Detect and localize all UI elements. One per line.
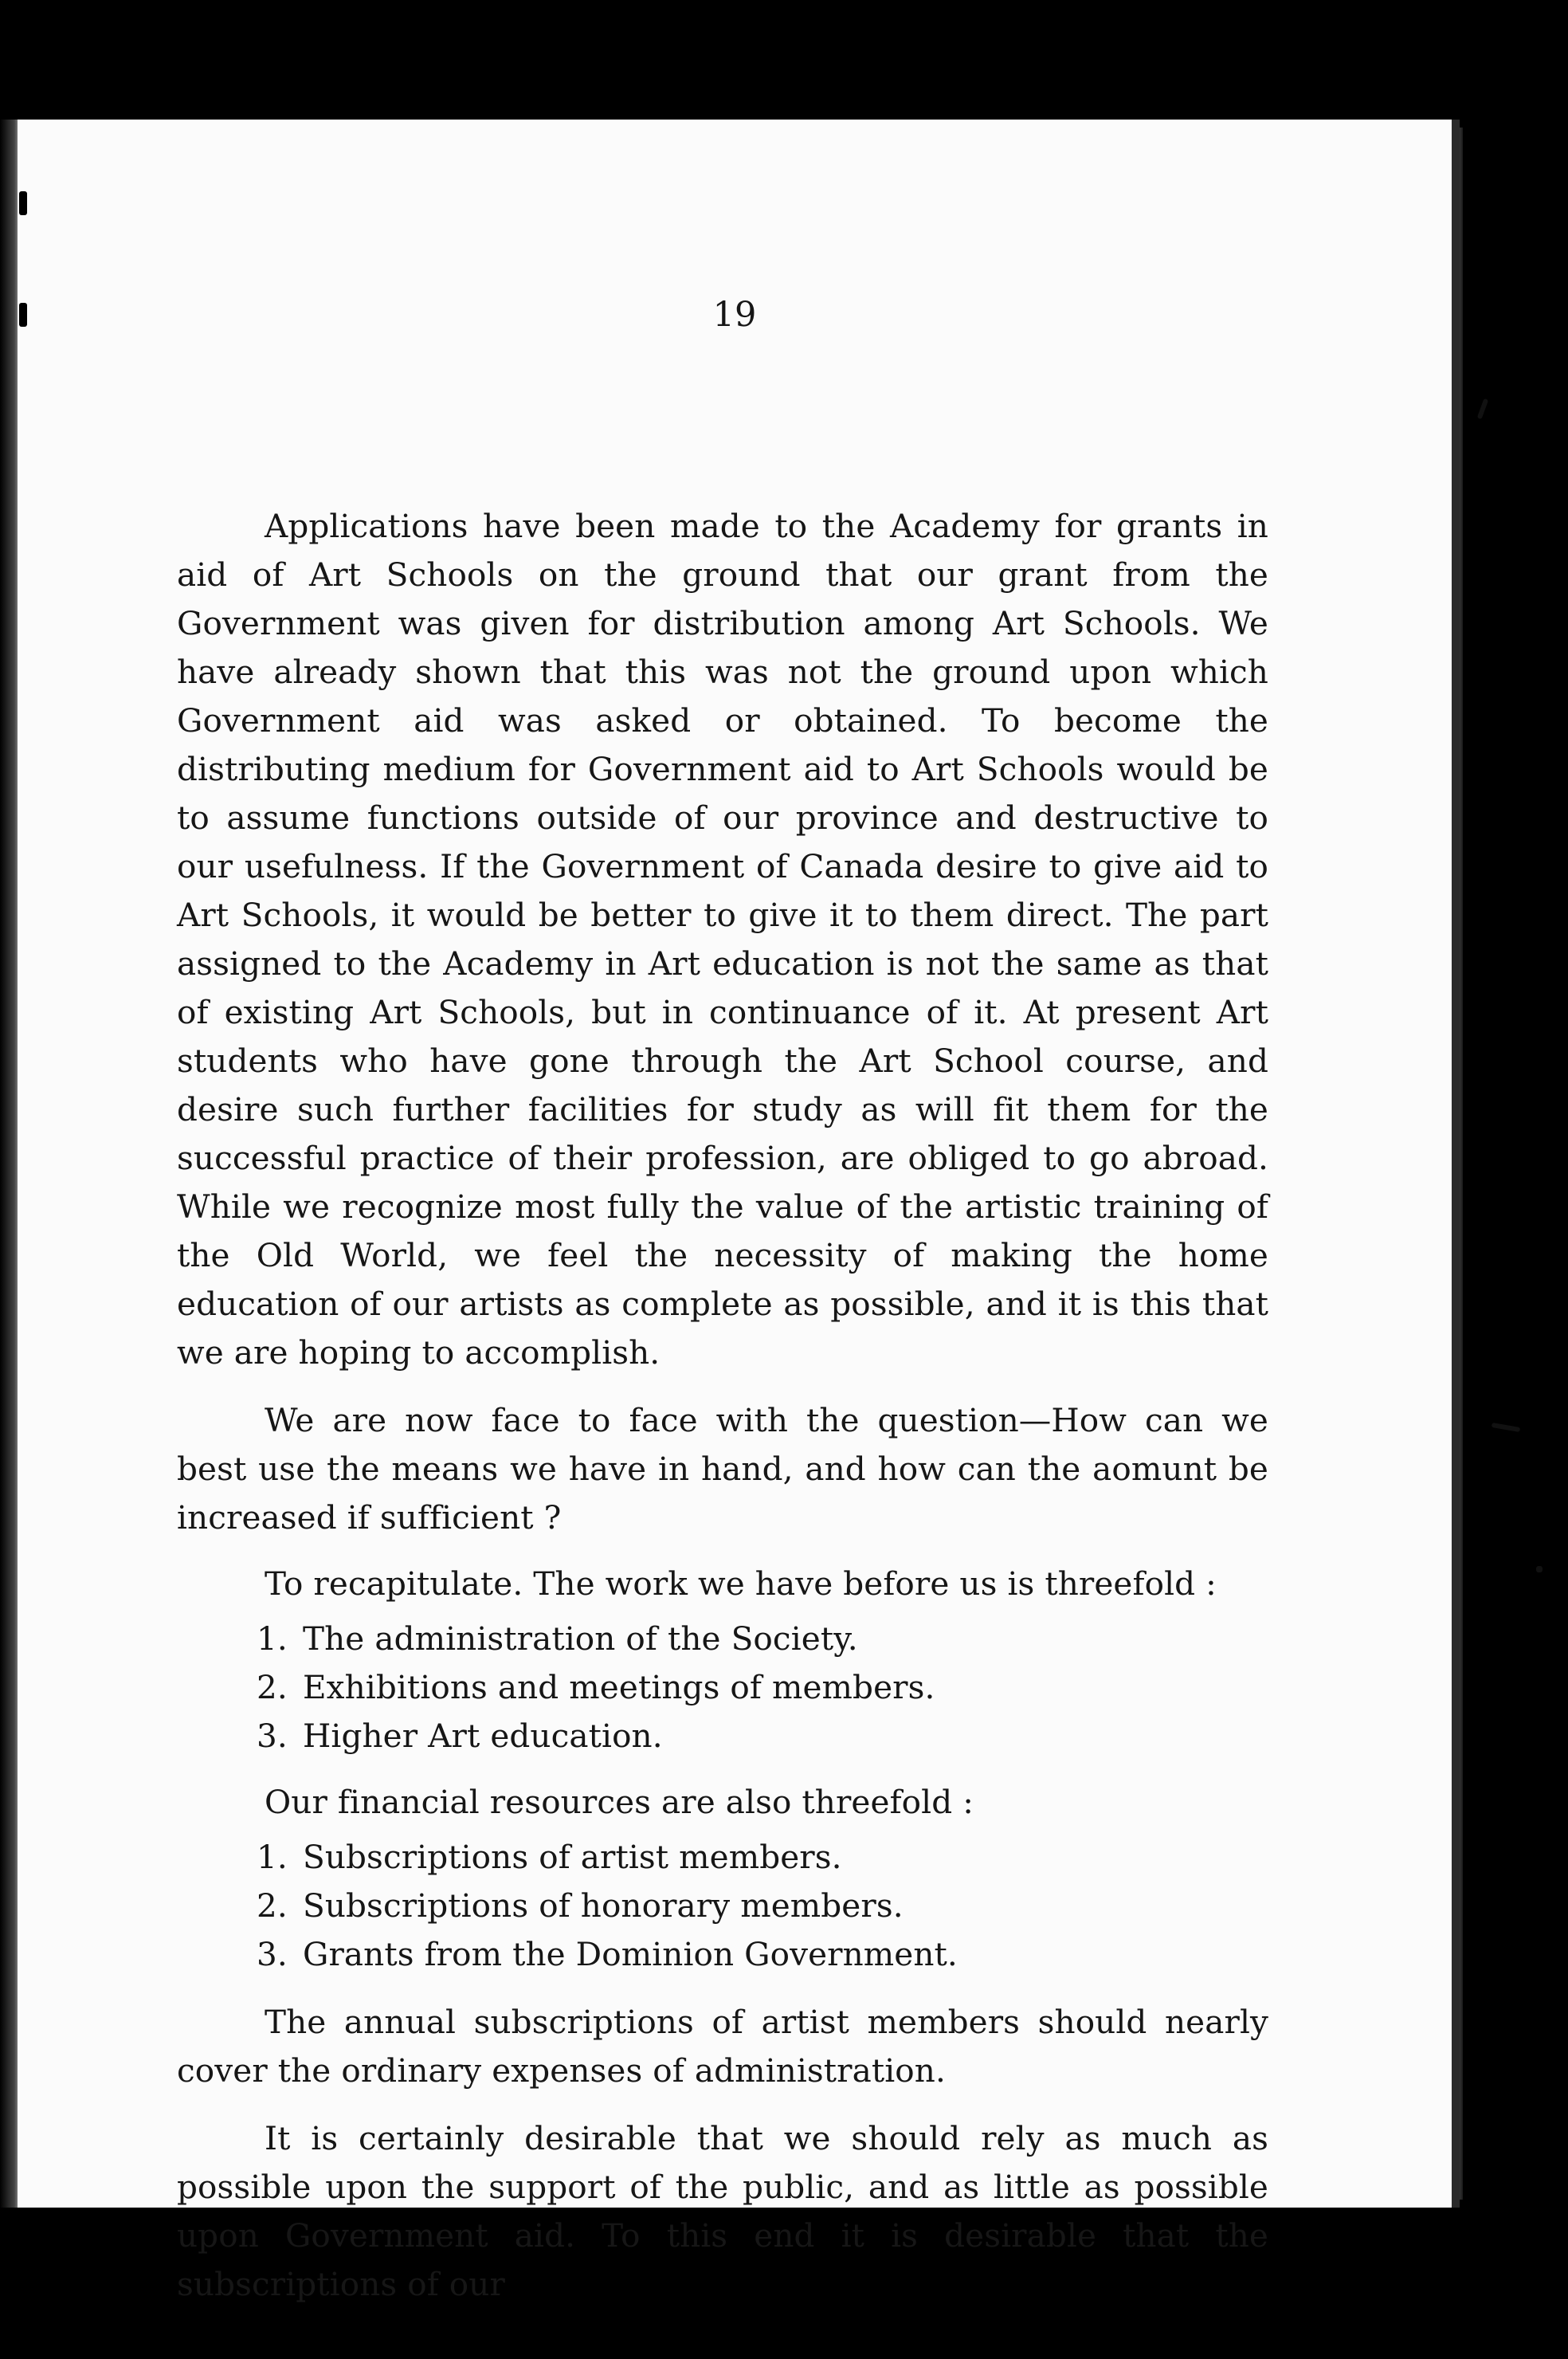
document-page bbox=[18, 120, 1452, 2303]
work-list bbox=[177, 1615, 1268, 1760]
list-item: 2. Subscriptions of honorary members. bbox=[257, 1886, 904, 1925]
list-item: 3. Grants from the Dominion Government. bbox=[257, 1935, 958, 1973]
scan-artifact bbox=[19, 191, 27, 215]
list-item: 1. The administration of the Society. bbox=[257, 1619, 858, 1658]
scan-artifact bbox=[1536, 1566, 1543, 1572]
paragraph-public-support: It is certainly desirable that we should rely as much as possible upon the support of the public, and as little as possible upon Government aid. To this end it is desirable that the subscriptions of our bbox=[177, 2119, 1268, 2303]
list-item: 2. Exhibitions and meetings of members. bbox=[257, 1668, 935, 1706]
page-number: 19 bbox=[712, 295, 757, 335]
work-lead: To recapitulate. The work we have before us is threefold : bbox=[265, 1564, 1217, 1603]
page-edge bbox=[1452, 128, 1463, 2200]
list-item: 1. Subscriptions of artist members. bbox=[257, 1838, 842, 1876]
list-item: 3. Higher Art education. bbox=[257, 1717, 663, 1755]
scan-artifact bbox=[1477, 398, 1489, 419]
body-text bbox=[177, 502, 1268, 2309]
resources-list bbox=[177, 1833, 1268, 1979]
scan-artifact bbox=[19, 303, 27, 327]
resources-lead: Our financial resources are also threefold : bbox=[265, 1783, 974, 1821]
paragraph-question: We are now face to face with the question—How can we best use the means we have in hand, and how can the aomunt be increased if sufficient ? bbox=[177, 1401, 1268, 1537]
scan-artifact bbox=[1492, 1423, 1520, 1432]
paragraph-applications: Applications have been made to the Academy for grants in aid of Art Schools on the ground that our grant from the Government was given for distribution among Art Schools. We have already shown that this was not the ground upon which Government aid was asked or obtained. To become the distributing medium for Government aid to Art Schools would be to assume functions outside of our province and destructive to our usefulness. If the Government of Canada desire to give aid to Art Schools, it would be better to give it to them direct. The part assigned to the Academy in Art education is not the same as that of existing Art Schools, but in continuance of it. At present Art students who have gone through the Art School course, and desire such further facilities for study as will fit them for the successful practice of their profession, are obliged to go abroad. While we recognize most fully the value of the artistic training of the Old World, we feel the necessity of making the home education of our artists as complete as possible, and it is this that we are hoping to accomplish. bbox=[177, 507, 1268, 1372]
paragraph-annual-subscriptions: The annual subscriptions of artist members should nearly cover the ordinary expenses of administration. bbox=[177, 2003, 1268, 2090]
